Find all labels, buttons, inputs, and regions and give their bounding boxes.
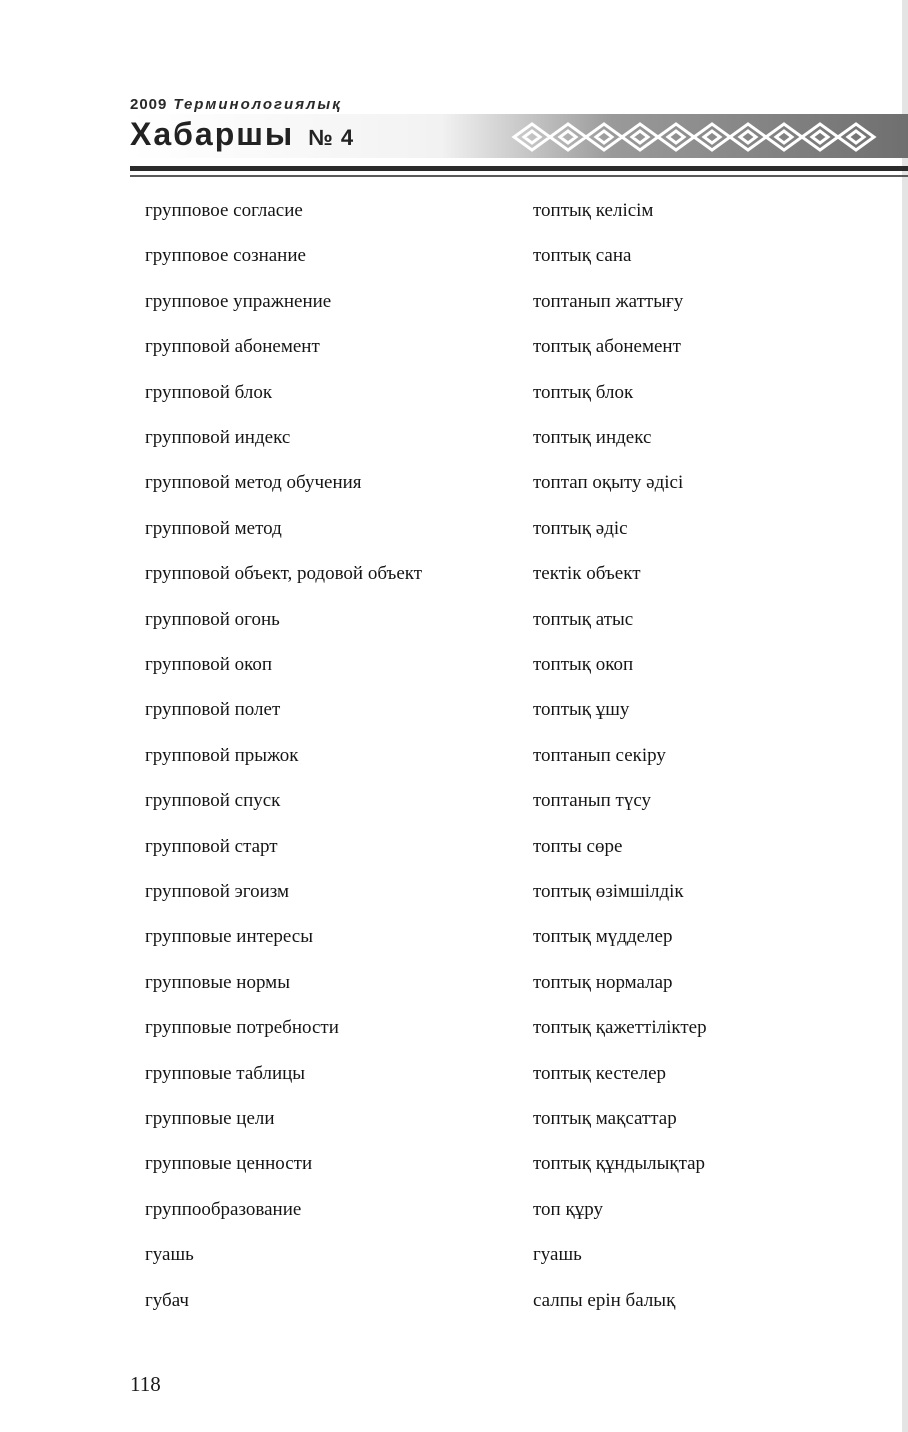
glossary-row: [0, 563, 908, 593]
russian-term: групповые потребности: [145, 1017, 339, 1038]
header-rule-thin: [130, 175, 908, 177]
glossary-row: [0, 427, 908, 457]
kazakh-term: топтық мақсаттар: [533, 1108, 677, 1129]
kazakh-term: топтық келісім: [533, 200, 654, 221]
glossary-row: [0, 245, 908, 275]
russian-term: групповые цели: [145, 1108, 275, 1129]
page-number: 118: [130, 1372, 161, 1396]
glossary-row: [0, 790, 908, 820]
russian-term: групповой спуск: [145, 790, 281, 811]
russian-term: групповое согласие: [145, 200, 303, 221]
glossary-row: [0, 1063, 908, 1093]
kazakh-term: гуашь: [533, 1244, 582, 1265]
kazakh-term: топтық нормалар: [533, 972, 673, 993]
glossary-row: [0, 654, 908, 684]
glossary-row: [0, 1017, 908, 1047]
ornament-band: [508, 118, 908, 156]
glossary-row: [0, 926, 908, 956]
kazakh-term: топты сөре: [533, 836, 623, 857]
kazakh-term: топтық әдіс: [533, 518, 628, 539]
russian-term: групповой индекс: [145, 427, 291, 448]
glossary-row: [0, 291, 908, 321]
kazakh-term: топтық абонемент: [533, 336, 681, 357]
russian-term: гуашь: [145, 1244, 194, 1265]
russian-term: групповой огонь: [145, 609, 280, 630]
glossary-row: [0, 699, 908, 729]
header-title-line: [130, 96, 342, 113]
kazakh-term: топтық мүдделер: [533, 926, 673, 947]
journal-name: Хабаршы: [130, 116, 295, 152]
kazakh-term: топтық сана: [533, 245, 632, 266]
kazakh-term: салпы ерін балық: [533, 1290, 676, 1311]
running-header: [130, 96, 908, 186]
russian-term: групповой эгоизм: [145, 881, 290, 902]
glossary-row: [0, 881, 908, 911]
glossary-row: [0, 1108, 908, 1138]
russian-term: групповое упражнение: [145, 291, 332, 312]
kazakh-term: топтық өзімшілдік: [533, 881, 684, 902]
russian-term: групповой блок: [145, 382, 273, 403]
russian-term: губач: [145, 1290, 189, 1311]
kazakh-term: топтық атыс: [533, 609, 634, 630]
kazakh-term: топтанып жаттығу: [533, 291, 684, 312]
russian-term: групповое сознание: [145, 245, 306, 266]
russian-term: групповой объект, родовой объект: [145, 563, 423, 584]
journal-title: [130, 116, 354, 153]
russian-term: групповые нормы: [145, 972, 290, 993]
glossary-row: [0, 609, 908, 639]
header-title: Терминологиялық: [173, 96, 342, 113]
glossary-row: [0, 336, 908, 366]
kazakh-term: топтық блок: [533, 382, 634, 403]
russian-term: групповой полет: [145, 699, 281, 720]
glossary-row: [0, 200, 908, 230]
issue-number: № 4: [308, 125, 355, 150]
glossary-row: [0, 1153, 908, 1183]
russian-term: групповой метод: [145, 518, 282, 539]
russian-term: групповые таблицы: [145, 1063, 306, 1084]
glossary-row: [0, 518, 908, 548]
kazakh-term: топтық ұшу: [533, 699, 630, 720]
glossary-row: [0, 745, 908, 775]
russian-term: групповой прыжок: [145, 745, 299, 766]
russian-term: групповой старт: [145, 836, 278, 857]
glossary-row: [0, 1199, 908, 1229]
kazakh-term: топтық окоп: [533, 654, 634, 675]
kazakh-term: топ құру: [533, 1199, 603, 1220]
header-rule-thick: [130, 166, 908, 171]
glossary-row: [0, 382, 908, 412]
kazakh-term: тектік объект: [533, 563, 641, 584]
glossary-row: [0, 972, 908, 1002]
kazakh-term: топтанып түсу: [533, 790, 652, 811]
russian-term: групповой метод обучения: [145, 472, 362, 493]
russian-term: групповые интересы: [145, 926, 313, 947]
kazakh-term: топтанып секіру: [533, 745, 666, 766]
kazakh-term: топтық кестелер: [533, 1063, 667, 1084]
kazakh-term: топтық индекс: [533, 427, 652, 448]
russian-term: групповой окоп: [145, 654, 273, 675]
glossary-row: [0, 1290, 908, 1320]
russian-term: групповые ценности: [145, 1153, 313, 1174]
glossary-row: [0, 1244, 908, 1274]
glossary-row: [0, 472, 908, 502]
header-year: 2009: [130, 96, 168, 113]
glossary-row: [0, 836, 908, 866]
russian-term: группообразование: [145, 1199, 302, 1220]
kazakh-term: топтық қажеттіліктер: [533, 1017, 707, 1038]
kazakh-term: топтап оқыту әдісі: [533, 472, 684, 493]
russian-term: групповой абонемент: [145, 336, 320, 357]
kazakh-term: топтық құндылықтар: [533, 1153, 706, 1174]
